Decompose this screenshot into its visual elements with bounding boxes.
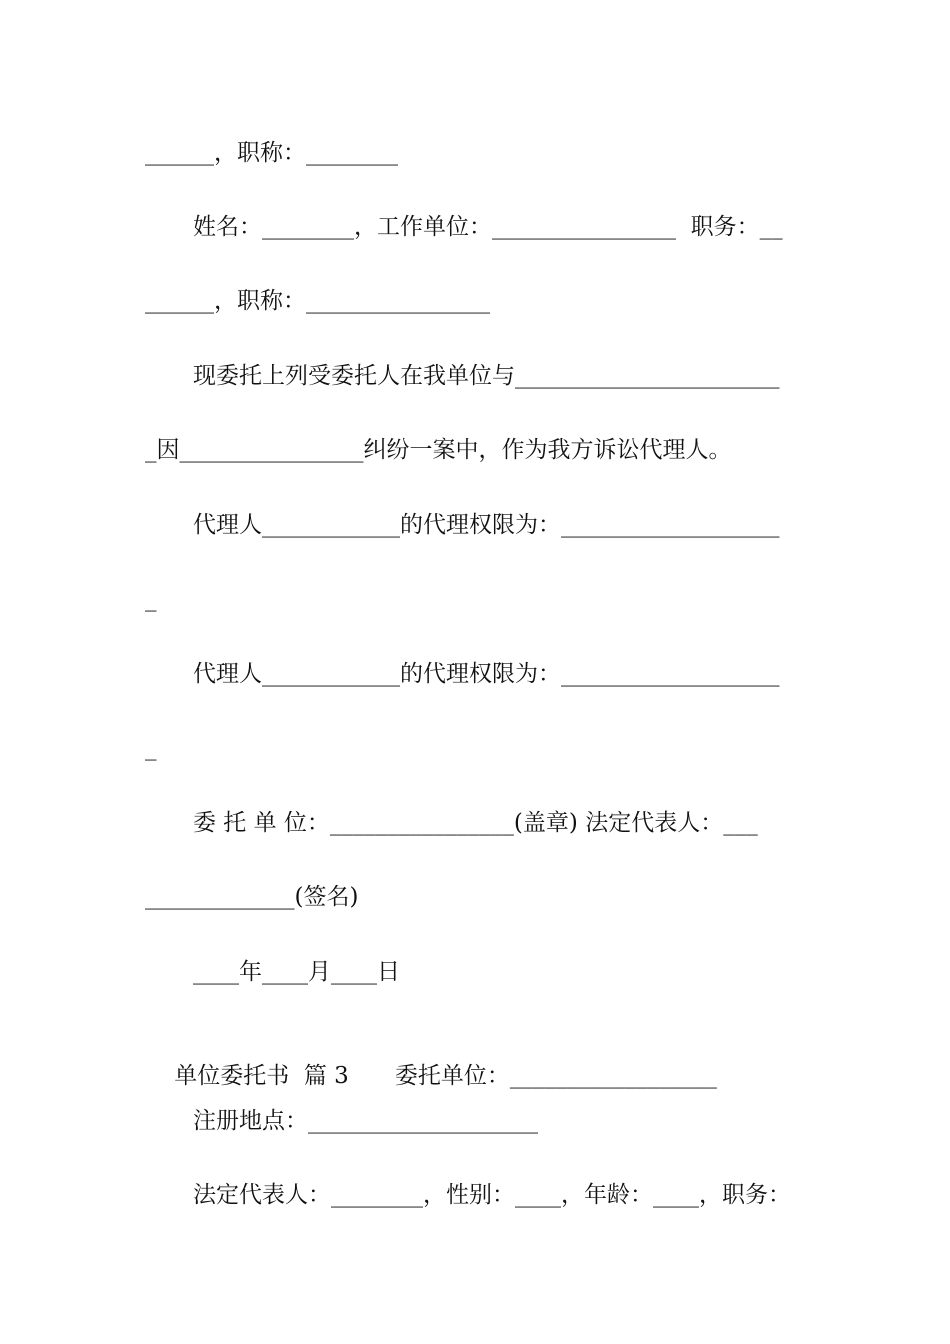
authority-continuation-1: _	[145, 586, 157, 612]
agent-name-line: 姓名：________，工作单位：________________ 职务：__	[193, 214, 783, 240]
agent-title-line: ______，职称：________________	[145, 288, 490, 314]
dispute-line: _因________________纠纷一案中，作为我方诉讼代理人。	[145, 437, 732, 463]
legal-rep-info-line: 法定代表人：________，性别：____，年龄：____，职务：	[193, 1182, 791, 1208]
registered-address-line: 注册地点：____________________	[193, 1108, 538, 1134]
entrust-statement-line: 现委托上列受委托人在我单位与_______________________	[193, 363, 780, 389]
entrusting-unit-field: 委托单位：__________________	[394, 1063, 717, 1089]
agent-authority-line-1: 代理人____________的代理权限为：___________________	[193, 512, 780, 538]
authority-continuation-2: _	[145, 735, 157, 761]
title-line-continued: ______，职称：________	[145, 140, 398, 166]
entrusting-unit-signature-line: 委 托 单 位：________________(盖章) 法定代表人：___	[193, 810, 758, 836]
date-line: ____年____月____日	[193, 959, 400, 985]
agent-authority-line-2: 代理人____________的代理权限为：___________________	[193, 661, 780, 687]
legal-rep-signature-line: _____________(签名)	[145, 884, 359, 910]
section-heading: 单位委托书 篇 3	[174, 1063, 349, 1089]
